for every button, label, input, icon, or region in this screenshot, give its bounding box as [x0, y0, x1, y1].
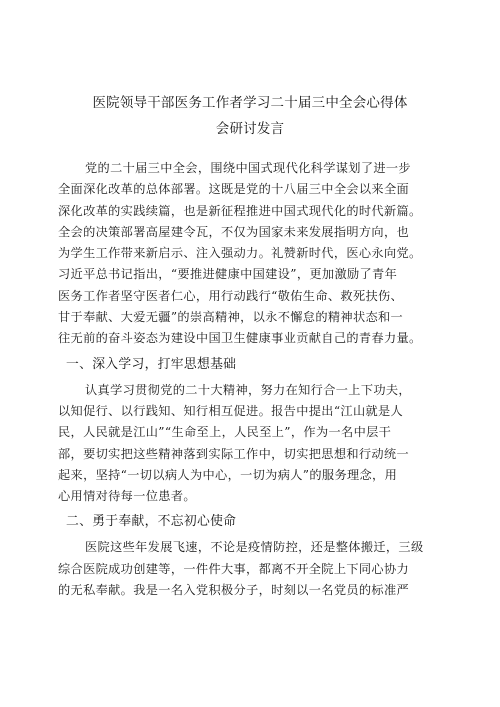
text-line: 全面深化改革的总体部署。这既是党的十八届三中全会以来全面	[58, 182, 410, 197]
text-line: 以知促行、以行践知、知行相互促进。报告中提出“江山就是人	[58, 403, 404, 418]
text-line: 习近平总书记指出，“要推进健康中国建设”，更加激励了青年	[58, 267, 398, 282]
text-line: 部，要切实把这些精神落到实际工作中，切实把思想和行动统一	[58, 446, 410, 461]
section-heading-1: 一、深入学习，打牢思想基础	[66, 356, 237, 372]
section-heading-2: 二、勇于奉献，不忘初心使命	[66, 514, 237, 530]
text-line: 医务工作者坚守医者仁心，用行动践行“敬佑生命、救死扶伤、	[58, 288, 404, 303]
document-title-line-2: 会研讨发言	[215, 121, 285, 137]
text-line: 全会的决策部署高屋建令瓦，不仅为国家未来发展指明方向，也	[58, 224, 410, 239]
text-line: 深化改革的实践续篇，也是新征程推进中国式现代化的时代新篇。	[58, 203, 422, 218]
text-line: 医院这些年发展飞速，不论是疫情防控，还是整体搬迁，三级	[85, 540, 424, 555]
text-line: 往无前的奋斗姿态为建设中国卫生健康事业贡献自己的青春力量。	[58, 331, 422, 346]
text-line: 党的二十届三中全会，围绕中国式现代化科学谋划了进一步	[85, 161, 411, 175]
text-line: 的无私奉献。我是一名入党积极分子，时刻以一名党员的标准严	[58, 583, 410, 598]
document-title-line-1: 医院领导干部医务工作者学习二十届三中全会心得体	[92, 95, 408, 111]
text-line: 认真学习贯彻党的二十大精神，努力在知行合一上下功夫，	[85, 382, 411, 397]
text-line: 综合医院成功创建等，一件件大事，都离不开全院上下同心协力	[58, 561, 410, 576]
paragraph-section-2	[58, 537, 446, 601]
text-line: 起来，坚持“一切以病人为中心，一切为病人”的服务理念，用	[58, 467, 398, 482]
text-line: 甘于奉献、大爱无疆”的崇高精神，以永不懈怠的精神状态和一	[58, 310, 404, 325]
paragraph-section-1	[58, 380, 446, 508]
text-line: 民，人民就是江山”“生命至上，人民至上”，作为一名中层干	[58, 425, 392, 440]
document-body	[58, 158, 446, 601]
paragraph-intro	[58, 158, 446, 350]
text-line: 为学生工作带来新启示、注入强动力。礼赞新时代，医心永向党。	[58, 246, 422, 261]
text-line: 心用情对待每一位患者。	[58, 489, 196, 504]
